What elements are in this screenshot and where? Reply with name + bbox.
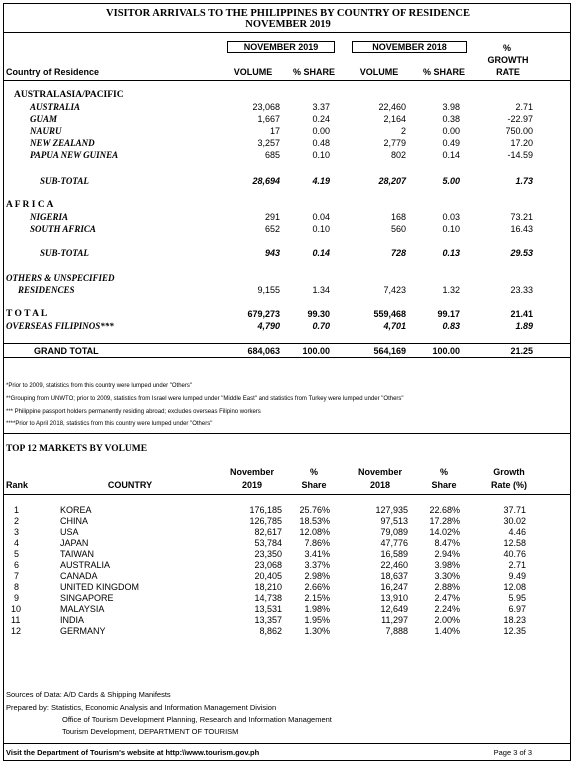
period-2018-header: NOVEMBER 2018 [352,41,467,53]
volume-2018: 127,935 [375,505,408,515]
volume-2018: 564,169 [373,346,406,356]
volume-2019: 14,738 [254,593,282,603]
list-item [0,593,576,604]
sources-line: Sources of Data: A/D Cards & Shipping Manifests [6,690,171,699]
volume-2019: 8,862 [259,626,282,636]
growth-rate: 40.76 [503,549,526,559]
list-item [0,505,576,516]
ofw-label: OVERSEAS FILIPINOS*** [6,321,114,331]
country-name: SOUTH AFRICA [30,224,96,234]
volume-2019: 652 [264,224,280,234]
nov2018-header-1: November [357,467,402,477]
share-2018: 8.47% [434,538,460,548]
share2-header-1: % [439,467,448,477]
growth-header-growth: GROWTH [487,55,529,65]
country-name: INDIA [60,615,85,625]
volume-2019: 23,350 [254,549,282,559]
share-2019: 100.00 [302,346,330,356]
country-name: TAIWAN [60,549,94,559]
share-2018: 0.13 [442,248,460,258]
growth-header-2: Rate (%) [490,480,527,490]
report-title: VISITOR ARRIVALS TO THE PHILIPPINES BY COUNTRY OF RESIDENCE [106,8,470,19]
volume-2018: 802 [390,150,406,160]
volume-2018: 47,776 [380,538,408,548]
grand-total-label: GRAND TOTAL [34,346,99,356]
subtotal-label: SUB-TOTAL [40,176,89,186]
share-2018: 0.00 [442,126,460,136]
share2-header-2: Share [431,480,457,490]
nov2019-header-1: November [229,467,274,477]
growth-rate: 2.71 [515,102,533,112]
footnote-2: **Grouping from UNWTO; prior to 2009, statistics from Israel were lumped under "Middle East" and statistics from Turkey were lumped under "Others" [6,396,404,402]
footer-rule [4,743,570,744]
volume-2019: 126,785 [249,516,282,526]
share-2018-header: % SHARE [422,67,465,77]
share-2019: 3.37% [304,560,330,570]
share-2018: 22.68% [429,505,460,515]
report-subtitle: NOVEMBER 2019 [245,19,331,30]
growth-rate: 29.53 [510,248,533,258]
growth-rate: 12.08 [503,582,526,592]
growth-rate: 17.20 [510,138,533,148]
volume-2019: 176,185 [249,505,282,515]
volume-2019: 684,063 [247,346,280,356]
volume-2018: 2 [400,126,406,136]
list-item [0,560,576,571]
prepared-by-line: Prepared by: Statistics, Economic Analysis and Information Management Division [6,703,277,712]
volume-2019: 3,257 [257,138,280,148]
share-2019: 0.24 [312,114,330,124]
country-name: USA [60,527,79,537]
volume-2018: 559,468 [373,309,406,319]
volume-2019: 1,667 [257,114,280,124]
footnote-3: *** Philippine passport holders permanently residing abroad; excludes overseas Filipino workers [6,409,261,415]
volume-2019: 4,790 [257,321,280,331]
rank: 2 [14,516,20,526]
share-2019: 25.76% [299,505,330,515]
list-item [0,604,576,615]
share-2019: 4.19 [312,176,330,186]
volume-2019: 17 [269,126,280,136]
header-rule [4,80,570,81]
growth-rate: 1.73 [515,176,533,186]
growth-rate: 12.58 [503,538,526,548]
growth-rate: 12.35 [503,626,526,636]
page-number: Page 3 of 3 [493,748,532,757]
share-2019: 99.30 [307,309,330,319]
country-name: CANADA [60,571,98,581]
share-2019: 2.66% [304,582,330,592]
share-2019: 18.53% [299,516,330,526]
volume-2018: 16,589 [380,549,408,559]
top12-header-rule [4,494,570,495]
share-2018: 0.49 [442,138,460,148]
share-2019: 0.48 [312,138,330,148]
rank: 12 [11,626,22,636]
rank: 8 [14,582,20,592]
share-2019: 0.10 [312,150,330,160]
volume-2018: 13,910 [380,593,408,603]
growth-rate: -22.97 [507,114,533,124]
volume-2019: 13,357 [254,615,282,625]
share-2019: 2.98% [304,571,330,581]
rank: 1 [14,505,20,515]
share-2018: 0.14 [442,150,460,160]
share-2019: 0.00 [312,126,330,136]
rank: 6 [14,560,20,570]
others-label-2: RESIDENCES [18,285,75,295]
share-2018: 0.03 [442,212,460,222]
growth-rate: 1.89 [515,321,533,331]
share-2018: 3.98% [434,560,460,570]
share-2019: 12.08% [299,527,330,537]
list-item [0,527,576,538]
country-name: NAURU [30,126,62,136]
volume-2019: 943 [264,248,280,258]
volume-2018: 2,164 [383,114,406,124]
section-africa: A F R I C A [6,200,54,210]
growth-rate: 16.43 [510,224,533,234]
volume-2019: 9,155 [257,285,280,295]
list-item [0,549,576,560]
country-name: UNITED KINGDOM [60,582,140,592]
share-2019: 2.15% [304,593,330,603]
share-2018: 2.00% [434,615,460,625]
volume-2018: 728 [390,248,406,258]
section-australasia: AUSTRALASIA/PACIFIC [14,90,124,100]
share-2019: 1.34 [312,285,330,295]
growth-rate: 5.95 [508,593,526,603]
country-name: MALAYSIA [60,604,105,614]
share-2019: 1.95% [304,615,330,625]
list-item [0,571,576,582]
others-label-1: OTHERS & UNSPECIFIED [6,273,115,283]
rank: 5 [14,549,20,559]
share-header-2: Share [301,480,327,490]
share-2019: 0.04 [312,212,330,222]
footnote-rule [4,433,570,434]
growth-rate: 21.25 [510,346,533,356]
volume-2019: 23,068 [252,102,280,112]
grand-total-bottom-rule [4,357,570,358]
volume-2018: 168 [390,212,406,222]
volume-2018: 7,423 [383,285,406,295]
volume-2018: 18,637 [380,571,408,581]
share-2018: 99.17 [437,309,460,319]
volume-2018: 16,247 [380,582,408,592]
rank: 3 [14,527,20,537]
period-2019-header: NOVEMBER 2019 [227,41,335,53]
country-name: AUSTRALIA [60,560,111,570]
country-name: GERMANY [60,626,106,636]
volume-2018: 97,513 [380,516,408,526]
volume-2018: 2,779 [383,138,406,148]
volume-2019: 13,531 [254,604,282,614]
share-2018: 0.83 [442,321,460,331]
total-label: T O T A L [6,309,48,319]
growth-header-1: Growth [493,467,525,477]
share-2018: 2.47% [434,593,460,603]
volume-2018: 79,089 [380,527,408,537]
volume-2018-header: VOLUME [359,67,399,77]
country-name: NEW ZEALAND [30,138,95,148]
growth-rate: 6.97 [508,604,526,614]
share-2018: 1.32 [442,285,460,295]
growth-rate: 21.41 [510,309,533,319]
country-name: SINGAPORE [60,593,114,603]
share-2018: 100.00 [432,346,460,356]
share-2018: 5.00 [442,176,460,186]
share-2018: 0.10 [442,224,460,234]
growth-rate: 9.49 [508,571,526,581]
volume-2019: 20,405 [254,571,282,581]
volume-2018: 12,649 [380,604,408,614]
growth-rate: 30.02 [503,516,526,526]
country-name: AUSTRALIA [30,102,81,112]
volume-2019: 53,784 [254,538,282,548]
footnote-4: ****Prior to April 2018, statistics from this country were lumped under "Others" [6,421,213,427]
growth-rate: -14.59 [507,150,533,160]
share-2018: 14.02% [429,527,460,537]
rank: 10 [11,604,22,614]
footnote-1: *Prior to 2009, statistics from this country were lumped under "Others" [6,383,193,389]
grand-total-top-rule [4,343,570,344]
share-2019: 0.14 [312,248,330,258]
title-rule [4,32,570,33]
list-item [0,615,576,626]
share-2019: 7.86% [304,538,330,548]
volume-2018: 7,888 [385,626,408,636]
subtotal-label: SUB-TOTAL [40,248,89,258]
rank: 4 [14,538,20,548]
country-name: JAPAN [60,538,89,548]
share-2019: 3.37 [312,102,330,112]
share-2018: 3.98 [442,102,460,112]
rank: 9 [14,593,20,603]
volume-2018: 28,207 [378,176,406,186]
share-2018: 0.38 [442,114,460,124]
country-header: COUNTRY [107,480,153,490]
volume-2019: 82,617 [254,527,282,537]
department-line: Tourism Development, DEPARTMENT OF TOURISM [62,727,239,736]
share-2018: 2.88% [434,582,460,592]
list-item [0,582,576,593]
list-item [0,538,576,549]
share-2019: 0.10 [312,224,330,234]
share-2019: 1.30% [304,626,330,636]
volume-2019: 28,694 [252,176,280,186]
list-item [0,626,576,637]
volume-2019: 291 [264,212,280,222]
rank: 7 [14,571,20,581]
website-link[interactable]: Visit the Department of Tourism's website at http:\\www.tourism.gov.ph [6,748,260,757]
growth-rate: 4.46 [508,527,526,537]
country-name: KOREA [60,505,92,515]
share-2019: 1.98% [304,604,330,614]
volume-2019-header: VOLUME [233,67,273,77]
office-line: Office of Tourism Development Planning, Research and Information Management [62,715,332,724]
volume-2019: 685 [264,150,280,160]
nov2019-header-2: 2019 [241,480,263,490]
volume-2019: 679,273 [247,309,280,319]
volume-2018: 4,701 [383,321,406,331]
growth-rate: 2.71 [508,560,526,570]
share-2018: 17.28% [429,516,460,526]
share-header-1: % [309,467,318,477]
share-2018: 2.94% [434,549,460,559]
country-name: CHINA [60,516,89,526]
growth-rate: 37.71 [503,505,526,515]
growth-header-pct: % [502,43,511,53]
volume-2018: 22,460 [378,102,406,112]
volume-2019: 18,210 [254,582,282,592]
rank: 11 [11,615,21,625]
growth-rate: 750.00 [505,126,533,136]
share-2019-header: % SHARE [292,67,335,77]
growth-rate: 73.21 [510,212,533,222]
share-2018: 3.30% [434,571,460,581]
share-2018: 1.40% [434,626,460,636]
growth-rate: 23.33 [510,285,533,295]
nov2018-header-2: 2018 [369,480,391,490]
share-2018: 2.24% [434,604,460,614]
country-name: NIGERIA [30,212,69,222]
volume-2018: 22,460 [380,560,408,570]
volume-2018: 560 [390,224,406,234]
rank-header: Rank [6,480,29,490]
share-2019: 0.70 [312,321,330,331]
list-item [0,516,576,527]
country-name: GUAM [30,114,58,124]
country-name: PAPUA NEW GUINEA [30,150,119,160]
country-column-header: Country of Residence [6,67,100,77]
volume-2019: 23,068 [254,560,282,570]
top12-title: TOP 12 MARKETS BY VOLUME [6,444,148,454]
share-2019: 3.41% [304,549,330,559]
growth-rate: 18.23 [503,615,526,625]
growth-header-rate: RATE [496,67,520,77]
volume-2018: 11,297 [381,615,408,625]
